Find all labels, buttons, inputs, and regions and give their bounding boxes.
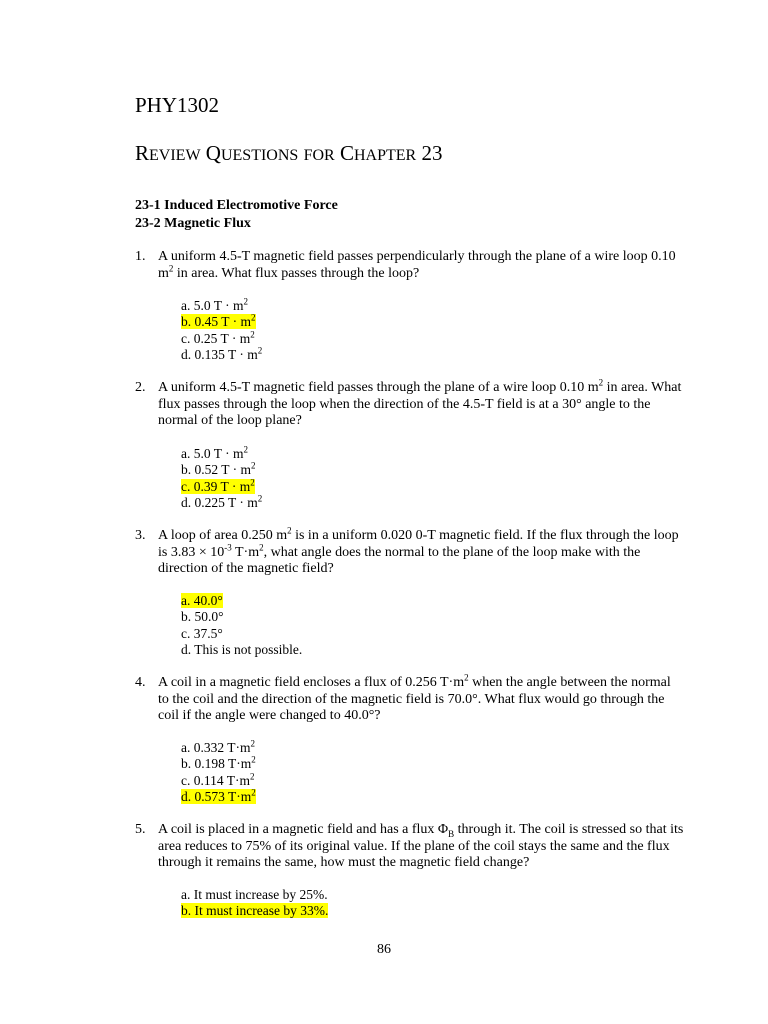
- option: d. 0.225 $T \cdot m^2$: [181, 493, 263, 510]
- question-text: A uniform 4.5-T magnetic field passes through the plane of a wire loop 0.10 $m^2$ in area. What flux passes through the loop when the direction of the 4.5-T field is at a 30° angle to the normal of the loop plane?: [158, 377, 682, 428]
- question-text: A uniform 4.5-T magnetic field passes perpendicularly through the plane of a wire loop 0.10 $m^2$ in area. What flux passes through the loop?: [158, 249, 676, 281]
- question-number: 1.: [135, 249, 146, 264]
- option-correct: b. 0.45 $T \cdot m^2$: [181, 312, 256, 330]
- question-number: 4.: [135, 675, 146, 690]
- question-number: 2.: [135, 380, 146, 395]
- option-correct: d. 0.573 $T\cdot m^2$: [181, 787, 256, 804]
- question-3-options: [181, 593, 302, 658]
- course-code: PHY1302: [135, 93, 220, 117]
- option: a. 5.0 $T \cdot m^2$: [181, 296, 248, 313]
- option-correct: b. It must increase by 33%.: [181, 903, 329, 919]
- question-2-options: [181, 446, 262, 511]
- option: b. 0.198 $T\cdot m^2$: [181, 754, 256, 772]
- option: c. 37.5°: [181, 625, 223, 641]
- option: b. 50.0°: [181, 609, 224, 625]
- section-heading-23-2: 23-2 Magnetic Flux: [135, 216, 251, 231]
- question-number: 5.: [135, 822, 146, 837]
- question-4-options: [181, 740, 256, 805]
- option: d. 0.135 $T \cdot m^2$: [181, 345, 263, 362]
- option: c. 0.25 $T \cdot m^2$: [181, 329, 255, 346]
- question-text: A coil is placed in a magnetic field and has a flux $\Phi_B$ through it. The coil is stressed so that its area reduces to 75% of its original value. If the plane of the coil stays the same and the flux through it remains the same, how must the magnetic field change?: [158, 822, 684, 870]
- question-1-options: [181, 298, 262, 363]
- question-text: A loop of area 0.250 $m^2$ is in a uniform 0.020 0-T magnetic field. If the flux through the loop is $3.83 \times 10^{-3}$ $T\cdot m^2$, what angle does the normal to the plane of the loop make with the direction of the magnetic field?: [158, 525, 679, 576]
- option: a. It must increase by 25%.: [181, 887, 328, 902]
- section-heading-23-1: 23-1 Induced Electromotive Force: [135, 198, 338, 213]
- page-number: 86: [377, 942, 391, 957]
- question-number: 3.: [135, 528, 146, 543]
- option: a. 5.0 $T \cdot m^2$: [181, 444, 248, 461]
- option-correct: a. 40.0°: [181, 593, 223, 608]
- option-correct: c. 0.39 $T \cdot m^2$: [181, 477, 255, 494]
- option: c. 0.114 $T\cdot m^2$: [181, 771, 255, 788]
- option: a. 0.332 $T\cdot m^2$: [181, 738, 255, 755]
- option: d. This is not possible.: [181, 641, 303, 657]
- page-title: REVIEW QUESTIONS FOR CHAPTER 23: [135, 141, 443, 165]
- question-text: A coil in a magnetic field encloses a flux of 0.256 $T\cdot m^2$ when the angle between the normal to the coil and the direction of the magnetic field is 70.0°. What flux would go through the coil if the angle were changed to 40.0°?: [158, 672, 671, 723]
- question-5-options: [181, 887, 328, 920]
- option: b. 0.52 $T \cdot m^2$: [181, 460, 256, 478]
